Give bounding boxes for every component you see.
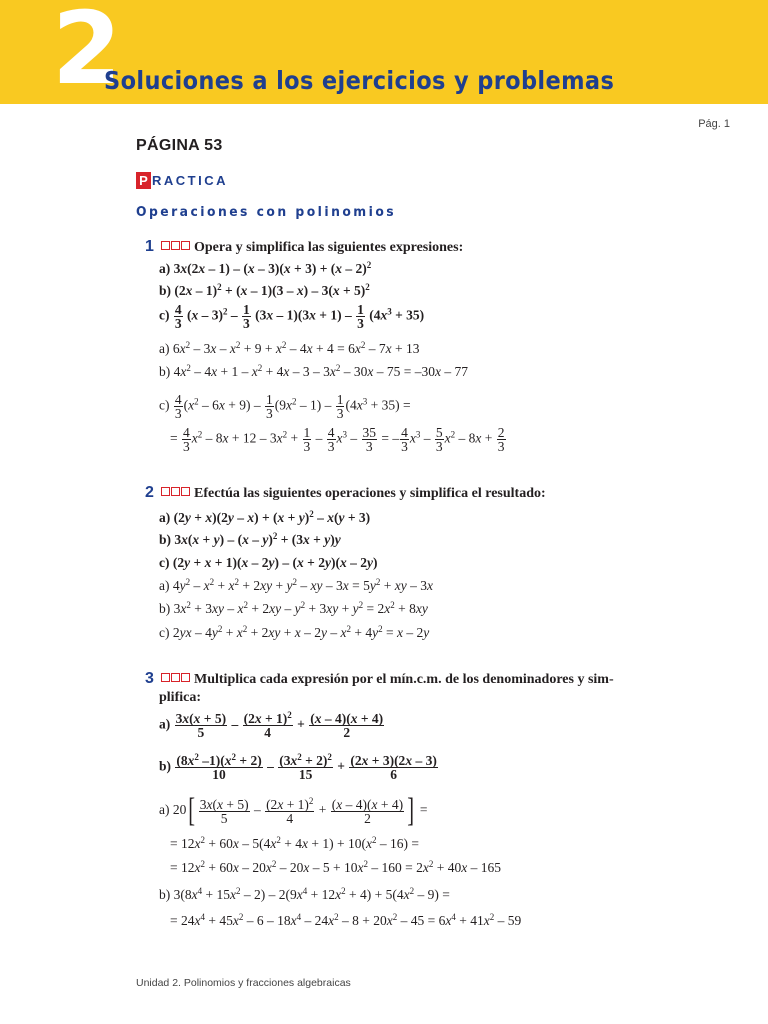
answer-1a: a) $6x^2 - 3x - x^2 + 9 + x^2 - 4x + 4 = 6x^2 - 7x + 13$ [159, 340, 420, 356]
expr-3a: a) $\frac{3x(x + 5)}{5}$ – $\frac{(2x + 1)^2}{4}$ + $\frac{(x - 4)(x + 4)}{2}$ [159, 710, 384, 740]
answer-2a: a) $4y^2 - x^2 + x^2 + 2xy + y^2$ – xy – $3x = 5y^2$ + xy – 3x [159, 577, 433, 593]
page-label: PÁGINA 53 [136, 137, 223, 154]
expr-3b: b) $\frac{(8x^2 -1)(x^2 + 2)}{10}$ – $\frac{(3x^2 + 2)^2}{15}$ + $\frac{(2x + 3)(2x - 3)}{6}$ [159, 752, 437, 782]
practica-heading [136, 171, 228, 189]
answer-1c-cont: = $\frac{4}{3}$ $x^2 - 8x + 12 - 3x^2$ + $\frac{1}{3}$ – $\frac{4}{3}$ $x^3$ – $\frac{35}{3}$ = – $\frac{4}{3}$ $x^3$ – $\frac{5}{3}$ $x^2 - 8x$ + $\frac{2}{3}$ [170, 425, 505, 454]
exercise-3 [145, 670, 614, 688]
page-footer: Unidad 2. Polinomios y fracciones algebraicas [136, 977, 351, 989]
expr-2c: c) (2y + x + 1)(x – 2y) – (x + 2y)(x – 2y) [159, 555, 378, 570]
exercise-number: 3 [145, 670, 154, 687]
page-title: Soluciones a los ejercicios y problemas [104, 66, 615, 95]
expr-1a: a) 3x(2x – 1) – (x – 3)(x + 3) + (x – 2)$^2$ [159, 260, 372, 276]
expr-1c: c) $\frac{4}{3}$ (x – 3)$^2$ – $\frac{1}{3}$ (3x – 1)(3x + 1) – $\frac{1}{3}$ $(4x^3 + 35)$ [159, 302, 425, 331]
section-title: Operaciones con polinomios [136, 205, 397, 220]
answer-1c: c) $\frac{4}{3}$ $(x^2 - 6x + 9)$ – $\frac{1}{3}$ $(9x^2 - 1)$ – $\frac{1}{3}$ $(4x^3 + 35)$ = [159, 392, 411, 421]
answer-2c: c) $2yx - 4y^2 + x^2 + 2xy + x - 2y - x^2 + 4y^2 = x - 2y$ [159, 624, 430, 640]
exercise-statement: Opera y simplifica las siguientes expresiones: [194, 240, 464, 255]
exercise-1 [145, 238, 463, 256]
difficulty-squares [161, 487, 190, 496]
answer-1b: b) $4x^2 - 4x + 1 - x^2 + 4x - 3 - 3x^2 - 30x - 75 = -30x - 77$ [159, 363, 468, 379]
practica-rest: RACTICA [152, 172, 228, 188]
header-banner [0, 0, 768, 107]
answer-3b-step1: = $24x^4 + 45x^2 - 6 - 18x^4 - 24x^2 - 8 + 20x^2 - 45 = 6x^4 + 41x^2 - 59$ [170, 912, 522, 928]
difficulty-squares [161, 241, 190, 250]
exercise-2 [145, 484, 546, 502]
expr-2a: a) $(2y + x)(2y - x) + (x + y)^2 - x(y + 3)$ [159, 509, 371, 525]
difficulty-squares [161, 673, 190, 682]
page-ref: Pág. 1 [698, 118, 730, 130]
exercise-number: 1 [145, 238, 154, 255]
exercise-statement: Multiplica cada expresión por el mín.c.m. de los denominadores y sim- [194, 672, 614, 687]
exercise-number: 2 [145, 484, 154, 501]
answer-3a-step2: = $12x^2 + 60x - 20x^2 - 20x - 5 + 10x^2 - 160 = 2x^2 + 40x - 165$ [170, 859, 501, 875]
answer-3b: b) $3(8x^4 + 15x^2 - 2) - 2(9x^4 + 12x^2 + 4) + 5(4x^2 - 9)$ = [159, 886, 450, 902]
exercise-statement-cont: plifica: [159, 690, 201, 705]
practica-initial: P [136, 172, 151, 189]
answer-3a: a) 20[ $\frac{3x(x + 5)}{5}$ – $\frac{(2x + 1)^2}{4}$ + $\frac{(x - 4)(x + 4)}{2}$ ] = [159, 792, 428, 829]
expr-2b: b) 3x(x + y) – (x – y)$^2$ + (3x + y)y [159, 531, 341, 547]
unit-number: 2 [52, 0, 122, 107]
answer-2b: b) $3x^2 + 3xy - x^2 + 2xy - y^2 + 3xy + y^2 = 2x^2 + 8xy$ [159, 600, 428, 616]
expr-1b: b) $(2x - 1)^2 + (x - 1)(3 - x) - 3(x + 5)^2$ [159, 282, 370, 298]
answer-3a-step1: = $12x^2 + 60x - 5(4x^2 + 4x + 1) + 10(x^2 - 16)$ = [170, 835, 419, 851]
exercise-statement: Efectúa las siguientes operaciones y simplifica el resultado: [194, 486, 546, 501]
